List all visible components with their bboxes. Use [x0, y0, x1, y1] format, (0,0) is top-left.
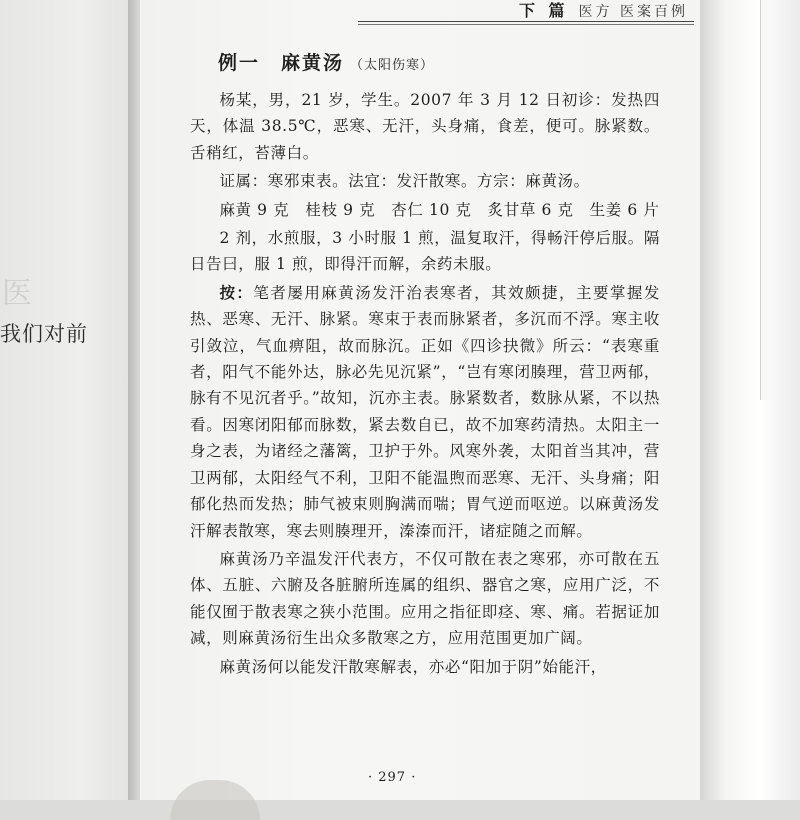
- page-content: [190, 40, 660, 680]
- left-page-text-fragment: 我们对前: [0, 322, 88, 346]
- paragraph: [190, 280, 660, 544]
- paragraph-text: 笔者屡用麻黄汤发汗治表寒者，其效颇捷，主要掌握发热、恶寒、无汗、脉紧。寒束于表而脉紧者，多沉而不浮。寒主收引敛泣，气血痹阻，故而脉沉。正如《四诊抉微》所云：“表寒重者，阳气不能外达，脉必先见沉紧”，“岂有寒闭腠理，营卫两郁，脉有不见沉者乎。”故知，沉亦主表。脉紧数者，数脉从紧，不以热看。因寒闭阳郁而脉数，紧去数自已，故不加寒药清热。太阳主一身之表，为诸经之藩篱，卫护于外。风寒外袭，太阳首当其冲，营卫两郁，太阳经气不利，卫阳不能温煦而恶寒、无汗、头身痛；阳郁化热而发热；肺气被束则胸满而喘；胃气逆而呕逆。以麻黄汤发汗解表散寒，寒去则腠理开，溱溱而汗，诸症随之而解。: [190, 283, 661, 540]
- header-part: 下 篇: [518, 1, 569, 20]
- paragraph: [190, 225, 660, 278]
- paragraph: [190, 546, 660, 652]
- case-title: [218, 48, 660, 75]
- paragraph-lead: 按：: [219, 282, 254, 302]
- paragraph: [190, 87, 660, 166]
- paragraph-text: 2 剂，水煎服，3 小时服 1 煎，温复取汗，得畅汗停后服。隔日告曰，服 1 煎，即得汗而解，余药未服。: [190, 229, 660, 274]
- paragraph-text: 麻黄汤何以能发汗散寒解表，亦必“阳加于阴”始能汗，: [219, 657, 607, 676]
- page-number: · 297 ·: [368, 770, 417, 785]
- book-page: [140, 0, 720, 800]
- page-edge: [700, 0, 800, 800]
- paragraph-text: 杨某，男，21 岁，学生。2007 年 3 月 12 日初诊：发热四天，体温 38.5℃，恶寒、无汗，头身痛，食差，便可。脉紧数。舌稍红，苔薄白。: [190, 91, 660, 162]
- paragraph-text: 麻黄 9 克 桂枝 9 克 杏仁 10 克 炙甘草 6 克 生姜 6 片: [219, 200, 660, 219]
- header-rule: [358, 24, 694, 25]
- case-title-text: 例一 麻黄汤: [218, 52, 345, 74]
- header-section: 医方 医案百例: [578, 4, 688, 20]
- case-title-tag: （太阳伤寒）: [350, 58, 435, 73]
- paragraph: [190, 654, 660, 680]
- left-page: [0, 0, 135, 800]
- paragraph-text: 证属：寒邪束表。法宜：发汗散寒。方宗：麻黄汤。: [219, 172, 590, 191]
- page-edge-strip: [760, 0, 775, 400]
- paragraph: [190, 197, 660, 223]
- left-page-ghost-text: 医: [2, 276, 32, 311]
- paragraph-text: 麻黄汤乃辛温发汗代表方，不仅可散在表之寒邪，亦可散在五体、五脏、六腑及各脏腑所连属的组织、器官之寒，应用广泛，不能仅囿于散表寒之狭小范围。应用之指征即痉、寒、痛。若据证加减，则麻黄汤衍生出众多散寒之方，应用范围更加广阔。: [190, 549, 660, 648]
- paragraph: [190, 168, 660, 194]
- running-header: [358, 0, 694, 22]
